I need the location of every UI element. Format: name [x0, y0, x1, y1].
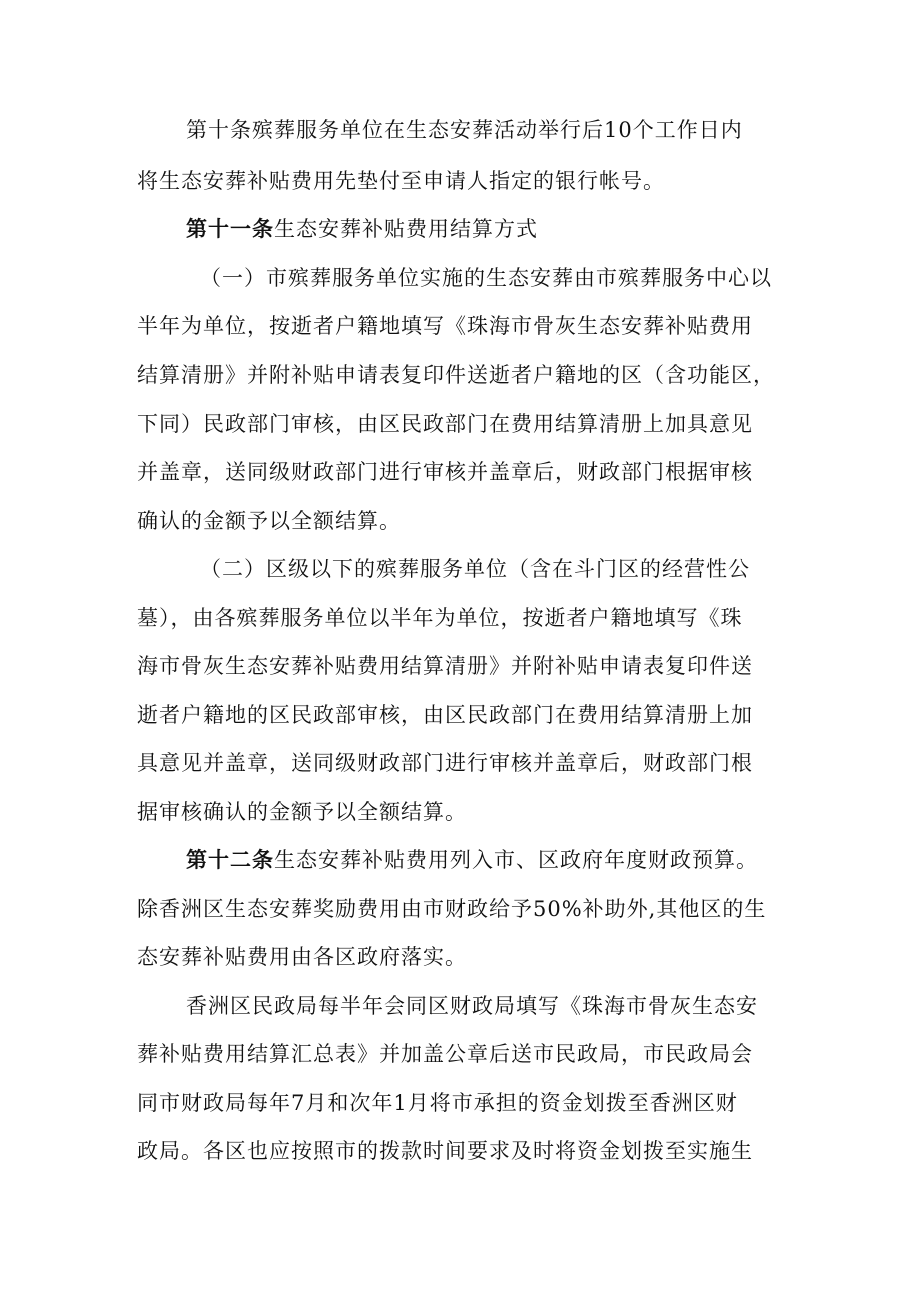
article-12-label: 第十二条 — [186, 848, 274, 872]
p6-line-2: 葬补贴费用结算汇总表》并加盖公章后送市民政局，市民政局会 — [137, 1042, 753, 1066]
p4-line-2: 墓），由各殡葬服务单位以半年为单位，按逝者户籍地填写《珠 — [137, 606, 743, 630]
p3-line-3: 结算清册》并附补贴申请表复印件送逝者户籍地的区（含功能区， — [137, 363, 775, 387]
article-12-heading — [186, 845, 758, 875]
article-11-label: 第十一条 — [186, 217, 274, 241]
article-11-text: 生态安葬补贴费用结算方式 — [274, 217, 538, 241]
p1-line-1: 第十条殡葬服务单位在生态安葬活动举行后10个工作日内 — [186, 118, 743, 142]
p4-line-6: 据审核确认的金额予以全额结算。 — [137, 800, 467, 824]
p4-line-5: 具意见并盖章，送同级财政部门进行审核并盖章后，财政部门根 — [137, 751, 753, 775]
p6-line-1: 香洲区民政局每半年会同区财政局填写《珠海市骨灰生态安 — [186, 994, 758, 1018]
p3-line-4: 下同）民政部门审核，由区民政部门在费用结算清册上加具意见 — [137, 412, 753, 436]
p6-line-4: 政局。各区也应按照市的拨款时间要求及时将资金划拨至实施生 — [137, 1139, 753, 1163]
p5-line-3: 态安葬补贴费用由各区政府落实。 — [137, 945, 467, 969]
p4-line-1: （二）区级以下的殡葬服务单位（含在斗门区的经营性公 — [200, 557, 750, 581]
p4-line-3: 海市骨灰生态安葬补贴费用结算清册》并附补贴申请表复印件送 — [137, 654, 753, 678]
p6-line-3: 同市财政局每年7月和次年1月将市承担的资金划拨至香洲区财 — [137, 1091, 738, 1115]
p1-line-2: 将生态安葬补贴费用先垫付至申请人指定的银行帐号。 — [137, 169, 665, 193]
p3-line-2: 半年为单位，按逝者户籍地填写《珠海市骨灰生态安葬补贴费用 — [137, 314, 753, 338]
p3-line-5: 并盖章，送同级财政部门进行审核并盖章后，财政部门根据审核 — [137, 460, 753, 484]
article-11-heading — [186, 214, 538, 244]
p3-line-1: （一）市殡葬服务单位实施的生态安葬由市殡葬服务中心以 — [200, 266, 772, 290]
p5-line-2: 除香洲区生态安葬奖励费用由市财政给予50%补助外,其他区的生 — [137, 897, 767, 921]
article-12-text: 生态安葬补贴费用列入市、区政府年度财政预算。 — [274, 848, 758, 872]
p4-line-4: 逝者户籍地的区民政部审核，由区民政部门在费用结算清册上加 — [137, 703, 753, 727]
p3-line-6: 确认的金额予以全额结算。 — [137, 509, 401, 533]
